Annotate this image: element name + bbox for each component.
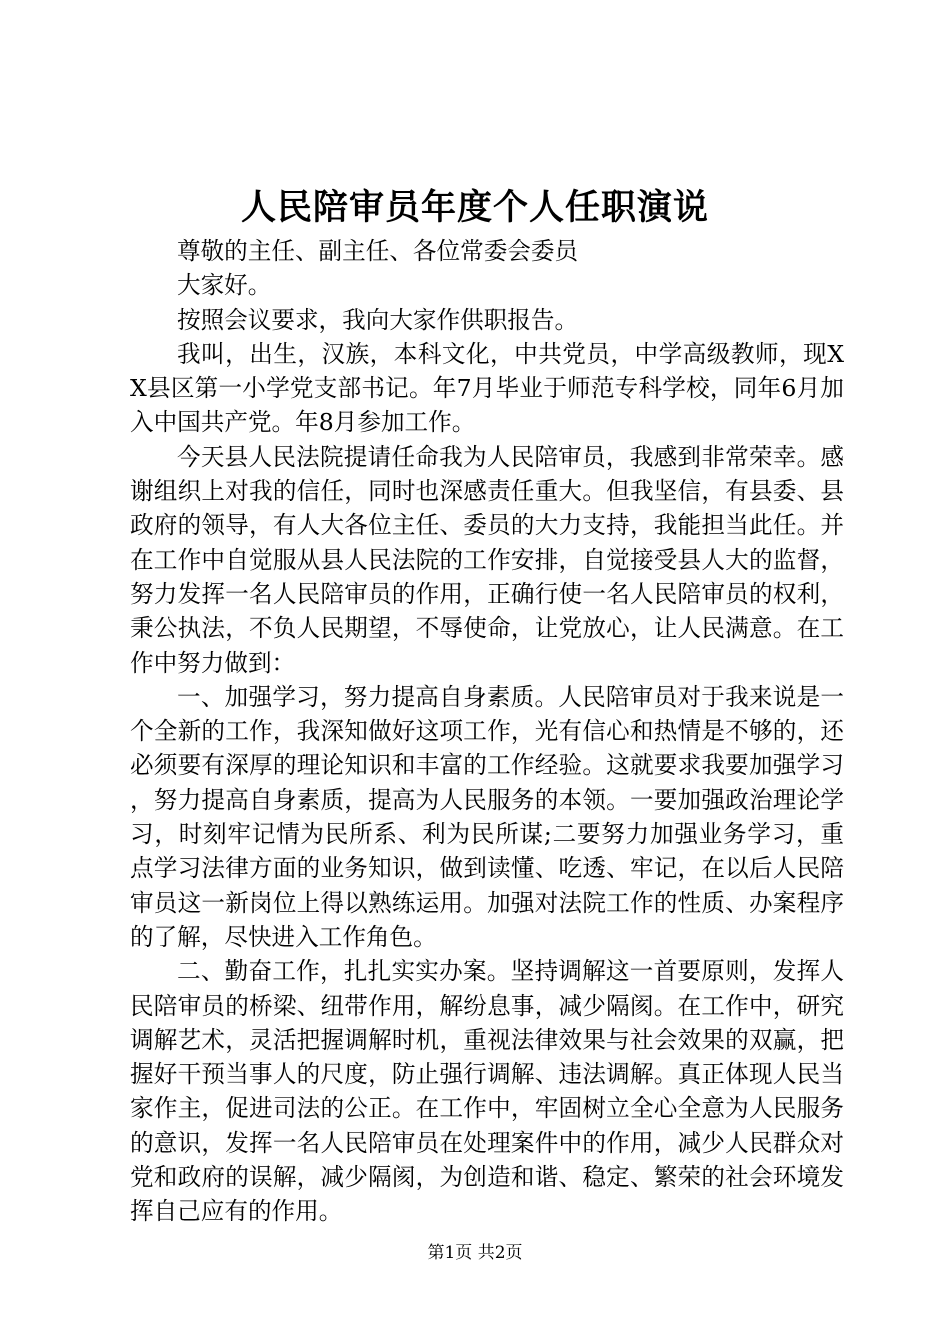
salutation: 尊敬的主任、副主任、各位常委会委员 [177,237,579,265]
point-one-paragraph: 一、加强学习，努力提高自身素质。人民陪审员对于我来说是一个全新的工作，我深知做好这项工作，光有信心和热情是不够的，还必须要有深厚的理论知识和丰富的工作经验。这就要求我要加强学习，努力提高自身素质，提高为人民服务的本领。一要加强政治理论学习，时刻牢记情为民所系、利为民所谋;二要努力加强业务学习，重点学习法律方面的业务知识，做到读懂、吃透、牢记，在以后人民陪审员这一新岗位上得以熟练运用。加强对法院工作的性质、办案程序的了解，尽快进入工作角色。 [130,682,844,951]
intro-paragraph: 按照会议要求，我向大家作供职报告。 [177,305,579,334]
point-two-paragraph: 二、勤奋工作，扎扎实实办案。坚持调解这一首要原则，发挥人民陪审员的桥梁、纽带作用，解纷息事，减少隔阂。在工作中，研究调解艺术，灵活把握调解时机，重视法律效果与社会效果的双赢，把握好干预当事人的尺度，防止强行调解、违法调解。真正体现人民当家作主，促进司法的公正。在工作中，牢固树立全心全意为人民服务的意识，发挥一名人民陪审员在处理案件中的作用，减少人民群众对党和政府的误解，减少隔阂，为创造和谐、稳定、繁荣的社会环境发挥自己应有的作用。 [130,957,844,1226]
document-body [130,234,844,1229]
appointment-paragraph: 今天县人民法院提请任命我为人民陪审员，我感到非常荣幸。感谢组织上对我的信任，同时也深感责任重大。但我坚信，有县委、县政府的领导，有人大各位主任、委员的大力支持，我能担当此任。并在工作中自觉服从县人民法院的工作安排，自觉接受县人大的监督，努力发挥一名人民陪审员的作用，正确行使一名人民陪审员的权利，秉公执法，不负人民期望，不辱使命，让党放心，让人民满意。在工作中努力做到： [130,442,844,677]
document-title: 人民陪审员年度个人任职演说 [240,187,709,228]
self-introduction-paragraph: 我叫，出生，汉族，本科文化，中共党员，中学高级教师，现XX县区第一小学党支部书记。年7月毕业于师范专科学校，同年6月加入中国共产党。年8月参加工作。 [130,339,844,437]
page-number-footer: 第1页 共2页 [427,1243,523,1263]
greeting: 大家好。 [177,271,272,300]
